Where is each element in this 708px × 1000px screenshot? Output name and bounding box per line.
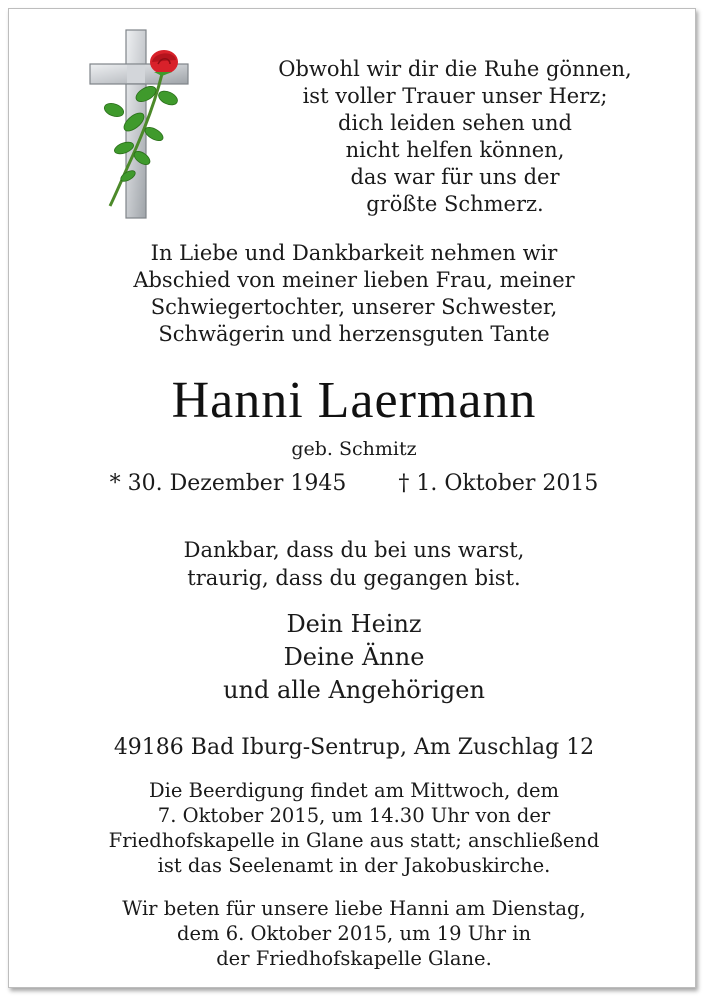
life-dates — [0, 470, 708, 498]
quote — [0, 536, 708, 592]
intro-line: Abschied von meiner lieben Frau, meiner — [133, 268, 575, 292]
prayer-line: der Friedhofskapelle Glane. — [216, 947, 492, 970]
quote-line: traurig, dass du gegangen bist. — [187, 566, 521, 590]
cross-with-rose-icon — [84, 26, 194, 222]
birth-date: * 30. Dezember 1945 — [109, 471, 347, 496]
prayer-line: Wir beten für unsere liebe Hanni am Dienstag, — [122, 897, 586, 920]
mourner-line: Deine Änne — [283, 643, 425, 671]
maiden-name: geb. Schmitz — [291, 438, 417, 460]
funeral-line: Friedhofskapelle in Glane aus statt; anschließend — [108, 829, 600, 852]
poem — [240, 56, 670, 218]
poem-line: Obwohl wir dir die Ruhe gönnen, — [278, 57, 632, 81]
poem-line: nicht helfen können, — [345, 138, 565, 162]
prayer-line: dem 6. Oktober 2015, um 19 Uhr in — [176, 922, 532, 945]
prayer-info — [0, 896, 708, 971]
address: 49186 Bad Iburg-Sentrup, Am Zuschlag 12 — [113, 735, 595, 760]
intro-line: In Liebe und Dankbarkeit nehmen wir — [150, 241, 558, 265]
poem-line: das war für uns der — [350, 165, 560, 189]
funeral-line: Die Beerdigung findet am Mittwoch, dem — [149, 779, 559, 802]
mourners — [0, 608, 708, 707]
death-date: † 1. Oktober 2015 — [398, 471, 599, 496]
poem-line: dich leiden sehen und — [338, 111, 572, 135]
intro-line: Schwägerin und herzensguten Tante — [158, 322, 550, 346]
funeral-line: 7. Oktober 2015, um 14.30 Uhr von der — [157, 804, 551, 827]
poem-line: ist voller Trauer unser Herz; — [302, 84, 608, 108]
mourner-line: und alle Angehörigen — [223, 676, 485, 704]
deceased-name: Hanni Laermann — [171, 372, 537, 429]
funeral-info — [0, 778, 708, 878]
quote-line: Dankbar, dass du bei uns warst, — [183, 538, 525, 562]
intro-text — [0, 240, 708, 348]
mourner-line: Dein Heinz — [286, 610, 422, 638]
funeral-line: ist das Seelenamt in der Jakobuskirche. — [157, 854, 551, 877]
poem-line: größte Schmerz. — [366, 192, 544, 216]
intro-line: Schwiegertochter, unserer Schwester, — [150, 295, 558, 319]
